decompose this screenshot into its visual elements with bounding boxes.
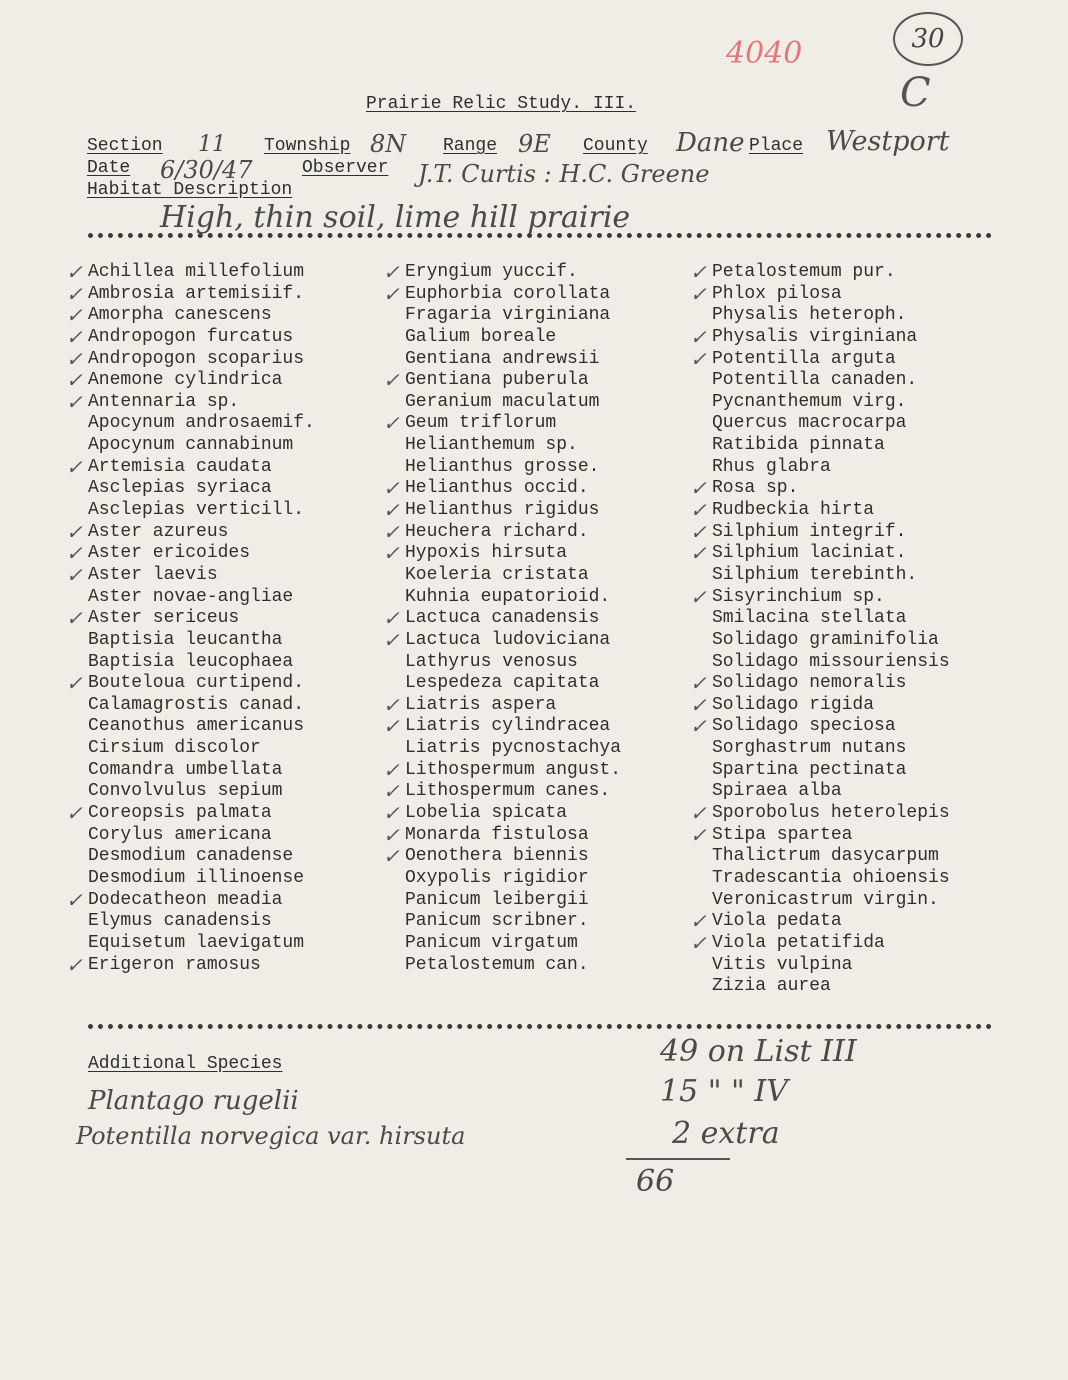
species-row bbox=[66, 801, 315, 826]
species-name: Silphium terebinth. bbox=[712, 564, 918, 585]
species-name: Fragaria virginiana bbox=[405, 305, 611, 326]
species-name: Asclepias syriaca bbox=[88, 478, 272, 499]
species-name: Andropogon furcatus bbox=[88, 326, 294, 347]
check-mark-icon: ✓ bbox=[690, 260, 707, 284]
species-row bbox=[66, 887, 315, 912]
species-name: Asclepias verticill. bbox=[88, 500, 305, 521]
species-row bbox=[389, 457, 621, 479]
species-name: Helianthus occid. bbox=[405, 478, 589, 499]
check-mark-icon: ✓ bbox=[383, 822, 400, 847]
species-name: Convolvulus sepium bbox=[88, 781, 283, 802]
check-mark-icon: ✓ bbox=[66, 952, 83, 977]
species-row bbox=[383, 606, 621, 631]
species-row bbox=[72, 587, 315, 609]
species-name: Lithospermum canes. bbox=[405, 781, 611, 802]
species-name: Andropogon scoparius bbox=[88, 348, 305, 369]
species-name: Ambrosia artemisiif. bbox=[88, 283, 305, 304]
species-name: Liatris aspera bbox=[405, 694, 557, 715]
species-name: Lespedeza capitata bbox=[405, 673, 600, 694]
check-mark-icon: ✓ bbox=[383, 519, 400, 544]
species-name: Desmodium canadense bbox=[88, 846, 294, 867]
species-name: Aster laevis bbox=[88, 564, 218, 585]
species-row bbox=[389, 652, 621, 674]
species-row bbox=[66, 324, 315, 349]
species-column-1 bbox=[66, 260, 315, 977]
additional-species-item: Plantago rugelii bbox=[88, 1086, 299, 1116]
species-name: Solidago rigida bbox=[712, 694, 875, 715]
species-row bbox=[66, 303, 315, 328]
species-name: Potentilla arguta bbox=[712, 348, 896, 369]
species-name: Rhus glabra bbox=[712, 456, 831, 477]
check-mark-icon: ✓ bbox=[66, 801, 83, 826]
species-row bbox=[383, 822, 621, 847]
species-row bbox=[383, 714, 621, 739]
species-row bbox=[389, 305, 621, 327]
check-mark-icon: ✓ bbox=[383, 757, 400, 782]
species-name: Spiraea alba bbox=[712, 781, 842, 802]
handwritten-letter: C bbox=[900, 70, 931, 116]
species-row bbox=[72, 868, 315, 890]
check-mark-icon: ✓ bbox=[383, 411, 400, 436]
species-name: Panicum virgatum bbox=[405, 932, 578, 953]
tally-list-iii: 49 on List III bbox=[660, 1034, 857, 1069]
check-mark-icon: ✓ bbox=[383, 692, 400, 717]
check-mark-icon: ✓ bbox=[690, 714, 707, 739]
species-row bbox=[696, 760, 950, 782]
species-name: Elymus canadensis bbox=[88, 911, 272, 932]
species-name: Physalis heteroph. bbox=[712, 305, 907, 326]
species-row bbox=[690, 519, 950, 544]
check-mark-icon: ✓ bbox=[66, 519, 83, 544]
species-name: Panicum scribner. bbox=[405, 911, 589, 932]
species-row bbox=[72, 500, 315, 522]
species-row bbox=[383, 779, 621, 804]
species-row bbox=[66, 389, 315, 414]
species-row bbox=[389, 955, 621, 977]
species-name: Phlox pilosa bbox=[712, 283, 842, 304]
county-label: County bbox=[583, 136, 648, 156]
species-name: Lithospermum angust. bbox=[405, 759, 622, 780]
check-mark-icon: ✓ bbox=[690, 801, 707, 826]
species-name: Erigeron ramosus bbox=[88, 954, 261, 975]
tally-extra: 2 extra bbox=[672, 1116, 780, 1151]
species-row bbox=[696, 738, 950, 760]
species-name: Helianthemum sp. bbox=[405, 435, 578, 456]
species-row bbox=[66, 281, 315, 306]
species-name: Solidago graminifolia bbox=[712, 629, 939, 650]
species-row bbox=[690, 930, 950, 955]
place-label: Place bbox=[749, 136, 804, 156]
species-row bbox=[72, 435, 315, 457]
species-name: Kuhnia eupatorioid. bbox=[405, 586, 611, 607]
check-mark-icon: ✓ bbox=[66, 606, 83, 631]
species-row bbox=[690, 584, 950, 609]
check-mark-icon: ✓ bbox=[690, 671, 707, 696]
species-name: Lathyrus venosus bbox=[405, 651, 578, 672]
species-name: Coreopsis palmata bbox=[88, 803, 272, 824]
species-name: Zizia aurea bbox=[712, 976, 831, 997]
species-row bbox=[696, 955, 950, 977]
species-row bbox=[66, 454, 315, 479]
species-name: Tradescantia ohioensis bbox=[712, 867, 950, 888]
species-row bbox=[696, 846, 950, 868]
species-name: Solidago nemoralis bbox=[712, 673, 907, 694]
place-value: Westport bbox=[826, 126, 950, 157]
species-name: Oenothera biennis bbox=[405, 846, 589, 867]
species-row bbox=[389, 890, 621, 912]
species-row bbox=[389, 868, 621, 890]
check-mark-icon: ✓ bbox=[690, 822, 707, 847]
check-mark-icon: ✓ bbox=[66, 303, 83, 328]
species-name: Artemisia caudata bbox=[88, 456, 272, 477]
species-name: Sporobolus heterolepis bbox=[712, 803, 950, 824]
red-catalog-number: 4040 bbox=[726, 36, 803, 71]
species-row bbox=[72, 738, 315, 760]
species-name: Silphium integrif. bbox=[712, 521, 907, 542]
species-row bbox=[383, 757, 622, 782]
species-row bbox=[72, 911, 315, 933]
tally-list-iv: 15 " " IV bbox=[660, 1074, 788, 1109]
check-mark-icon: ✓ bbox=[690, 476, 707, 501]
species-name: Geranium maculatum bbox=[405, 391, 600, 412]
species-name: Ratibida pinnata bbox=[712, 435, 885, 456]
species-row bbox=[690, 476, 950, 501]
observer-value: J.T. Curtis : H.C. Greene bbox=[418, 160, 710, 188]
check-mark-icon: ✓ bbox=[66, 346, 83, 371]
species-row bbox=[696, 890, 950, 912]
species-row bbox=[696, 652, 950, 674]
species-name: Helianthus rigidus bbox=[405, 500, 600, 521]
species-row bbox=[696, 630, 950, 652]
species-name: Comandra umbellata bbox=[88, 759, 283, 780]
species-name: Desmodium illinoense bbox=[88, 867, 305, 888]
species-name: Vitis vulpina bbox=[712, 954, 853, 975]
additional-species-label: Additional Species bbox=[88, 1054, 283, 1074]
species-name: Sisyrinchium sp. bbox=[712, 586, 885, 607]
township-label: Township bbox=[264, 136, 351, 156]
species-name: Eryngium yuccif. bbox=[405, 262, 578, 282]
species-row bbox=[66, 346, 315, 371]
species-row bbox=[389, 933, 621, 955]
species-row bbox=[696, 781, 950, 803]
species-row bbox=[72, 413, 315, 435]
check-mark-icon: ✓ bbox=[66, 260, 83, 284]
species-name: Antennaria sp. bbox=[88, 391, 240, 412]
species-name: Spartina pectinata bbox=[712, 759, 907, 780]
species-row bbox=[72, 652, 315, 674]
section-value: 11 bbox=[198, 132, 226, 157]
species-name: Euphorbia corollata bbox=[405, 283, 611, 304]
check-mark-icon: ✓ bbox=[690, 519, 707, 544]
species-row bbox=[72, 630, 315, 652]
species-row bbox=[72, 716, 315, 738]
species-name: Liatris cylindracea bbox=[405, 716, 611, 737]
species-row bbox=[389, 327, 621, 349]
date-value: 6/30/47 bbox=[160, 156, 253, 184]
check-mark-icon: ✓ bbox=[690, 498, 707, 523]
species-row bbox=[690, 801, 950, 826]
species-name: Calamagrostis canad. bbox=[88, 694, 305, 715]
species-row bbox=[690, 324, 950, 349]
species-row bbox=[383, 519, 621, 544]
species-name: Gentiana andrewsii bbox=[405, 348, 600, 369]
species-row bbox=[696, 565, 950, 587]
species-row bbox=[690, 541, 950, 566]
check-mark-icon: ✓ bbox=[383, 260, 400, 284]
species-row bbox=[383, 541, 621, 566]
check-mark-icon: ✓ bbox=[383, 714, 400, 739]
habitat-value: High, thin soil, lime hill prairie bbox=[160, 200, 631, 235]
species-name: Amorpha canescens bbox=[88, 305, 272, 326]
species-row bbox=[690, 671, 950, 696]
species-name: Cirsium discolor bbox=[88, 738, 261, 759]
species-row bbox=[696, 370, 950, 392]
species-row bbox=[383, 844, 621, 869]
tally-total: 66 bbox=[636, 1164, 675, 1199]
species-row bbox=[696, 413, 950, 435]
check-mark-icon: ✓ bbox=[690, 346, 707, 371]
species-name: Baptisia leucantha bbox=[88, 629, 283, 650]
tally-sum-line bbox=[626, 1158, 730, 1160]
check-mark-icon: ✓ bbox=[66, 562, 83, 587]
species-name: Monarda fistulosa bbox=[405, 824, 589, 845]
species-column-3 bbox=[690, 260, 950, 998]
species-row bbox=[383, 411, 621, 436]
check-mark-icon: ✓ bbox=[66, 454, 83, 479]
species-row bbox=[389, 911, 621, 933]
species-name: Equisetum laevigatum bbox=[88, 932, 305, 953]
species-row bbox=[690, 498, 950, 523]
check-mark-icon: ✓ bbox=[383, 368, 400, 393]
habitat-label: Habitat Description bbox=[87, 180, 293, 200]
species-row bbox=[383, 281, 621, 306]
species-name: Panicum leibergii bbox=[405, 889, 589, 910]
species-column-2 bbox=[383, 260, 622, 976]
species-row bbox=[690, 714, 950, 739]
species-name: Thalictrum dasycarpum bbox=[712, 846, 939, 867]
species-row bbox=[690, 909, 950, 934]
check-mark-icon: ✓ bbox=[383, 801, 400, 826]
species-name: Dodecatheon meadia bbox=[88, 889, 283, 910]
species-row bbox=[66, 952, 315, 977]
species-name: Oxypolis rigidior bbox=[405, 867, 589, 888]
species-row bbox=[389, 565, 621, 587]
check-mark-icon: ✓ bbox=[383, 627, 400, 652]
species-name: Stipa spartea bbox=[712, 824, 853, 845]
section-label: Section bbox=[87, 136, 163, 156]
species-name: Anemone cylindrica bbox=[88, 370, 283, 391]
check-mark-icon: ✓ bbox=[66, 541, 83, 566]
species-name: Aster sericeus bbox=[88, 608, 240, 629]
species-name: Galium boreale bbox=[405, 326, 557, 347]
check-mark-icon: ✓ bbox=[383, 844, 400, 869]
species-row bbox=[690, 692, 950, 717]
species-row bbox=[690, 346, 950, 371]
species-name: Solidago missouriensis bbox=[712, 651, 950, 672]
species-row bbox=[72, 846, 315, 868]
check-mark-icon: ✓ bbox=[383, 498, 400, 523]
species-name: Veronicastrum virgin. bbox=[712, 889, 939, 910]
dotted-separator-top bbox=[88, 233, 992, 238]
species-row bbox=[389, 435, 621, 457]
species-name: Bouteloua curtipend. bbox=[88, 673, 305, 694]
species-row bbox=[383, 498, 621, 523]
additional-species-item: Potentilla norvegica var. hirsuta bbox=[76, 1122, 466, 1150]
check-mark-icon: ✓ bbox=[383, 779, 400, 804]
dotted-separator-bottom bbox=[88, 1024, 992, 1029]
species-row bbox=[696, 305, 950, 327]
species-row bbox=[66, 562, 315, 587]
check-mark-icon: ✓ bbox=[690, 692, 707, 717]
species-name: Baptisia leucophaea bbox=[88, 651, 294, 672]
species-row bbox=[389, 738, 621, 760]
check-mark-icon: ✓ bbox=[66, 368, 83, 393]
check-mark-icon: ✓ bbox=[690, 909, 707, 934]
species-name: Aster ericoides bbox=[88, 543, 251, 564]
species-name: Silphium laciniat. bbox=[712, 543, 907, 564]
species-row bbox=[66, 541, 315, 566]
check-mark-icon: ✓ bbox=[66, 389, 83, 414]
species-name: Sorghastrum nutans bbox=[712, 738, 907, 759]
species-name: Gentiana puberula bbox=[405, 370, 589, 391]
check-mark-icon: ✓ bbox=[383, 606, 400, 631]
species-row bbox=[389, 392, 621, 414]
species-name: Rosa sp. bbox=[712, 478, 799, 499]
species-name: Lobelia spicata bbox=[405, 803, 568, 824]
species-name: Achillea millefolium bbox=[88, 262, 305, 282]
species-row bbox=[383, 368, 621, 393]
range-label: Range bbox=[443, 136, 498, 156]
species-row bbox=[72, 933, 315, 955]
species-name: Lactuca ludoviciana bbox=[405, 629, 611, 650]
species-row bbox=[389, 587, 621, 609]
check-mark-icon: ✓ bbox=[66, 671, 83, 696]
species-name: Rudbeckia hirta bbox=[712, 500, 875, 521]
check-mark-icon: ✓ bbox=[66, 281, 83, 306]
circled-number-text: 30 bbox=[911, 24, 945, 54]
species-name: Lactuca canadensis bbox=[405, 608, 600, 629]
circled-number bbox=[893, 12, 963, 66]
species-name: Petalostemum can. bbox=[405, 954, 589, 975]
species-name: Aster novae-angliae bbox=[88, 586, 294, 607]
species-name: Petalostemum pur. bbox=[712, 262, 896, 282]
species-row bbox=[72, 781, 315, 803]
species-row bbox=[72, 695, 315, 717]
species-row bbox=[690, 822, 950, 847]
species-name: Ceanothus americanus bbox=[88, 716, 305, 737]
species-name: Viola pedata bbox=[712, 911, 842, 932]
check-mark-icon: ✓ bbox=[383, 541, 400, 566]
species-row bbox=[66, 606, 315, 631]
township-value: 8N bbox=[370, 130, 407, 158]
species-row bbox=[690, 260, 950, 284]
check-mark-icon: ✓ bbox=[690, 281, 707, 306]
species-name: Hypoxis hirsuta bbox=[405, 543, 568, 564]
species-row bbox=[383, 260, 621, 284]
check-mark-icon: ✓ bbox=[66, 887, 83, 912]
species-name: Liatris pycnostachya bbox=[405, 738, 622, 759]
species-row bbox=[383, 476, 621, 501]
species-name: Apocynum androsaemif. bbox=[88, 413, 315, 434]
check-mark-icon: ✓ bbox=[690, 541, 707, 566]
species-name: Helianthus grosse. bbox=[405, 456, 600, 477]
species-row bbox=[66, 671, 315, 696]
species-row bbox=[389, 673, 621, 695]
species-name: Quercus macrocarpa bbox=[712, 413, 907, 434]
range-value: 9E bbox=[518, 130, 551, 158]
species-name: Pycnanthemum virg. bbox=[712, 391, 907, 412]
check-mark-icon: ✓ bbox=[383, 281, 400, 306]
species-row bbox=[383, 801, 621, 826]
check-mark-icon: ✓ bbox=[690, 930, 707, 955]
county-value: Dane bbox=[676, 128, 745, 158]
observer-label: Observer bbox=[302, 158, 389, 178]
species-name: Apocynum cannabinum bbox=[88, 435, 294, 456]
species-row bbox=[66, 519, 315, 544]
check-mark-icon: ✓ bbox=[383, 476, 400, 501]
species-row bbox=[696, 976, 950, 998]
species-name: Geum triflorum bbox=[405, 413, 557, 434]
check-mark-icon: ✓ bbox=[690, 584, 707, 609]
species-row bbox=[389, 349, 621, 371]
species-row bbox=[72, 825, 315, 847]
species-name: Smilacina stellata bbox=[712, 608, 907, 629]
check-mark-icon: ✓ bbox=[690, 324, 707, 349]
species-row bbox=[696, 608, 950, 630]
page-title: Prairie Relic Study. III. bbox=[366, 94, 637, 114]
species-row bbox=[696, 435, 950, 457]
species-name: Physalis virginiana bbox=[712, 326, 918, 347]
species-name: Koeleria cristata bbox=[405, 564, 589, 585]
species-name: Potentilla canaden. bbox=[712, 370, 918, 391]
species-row bbox=[72, 478, 315, 500]
species-name: Viola petatifida bbox=[712, 932, 885, 953]
species-name: Corylus americana bbox=[88, 824, 272, 845]
species-row bbox=[696, 868, 950, 890]
check-mark-icon: ✓ bbox=[66, 324, 83, 349]
date-label: Date bbox=[87, 158, 131, 178]
species-row bbox=[383, 692, 621, 717]
species-row bbox=[66, 368, 315, 393]
species-name: Solidago speciosa bbox=[712, 716, 896, 737]
species-name: Heuchera richard. bbox=[405, 521, 589, 542]
species-row bbox=[690, 281, 950, 306]
species-row bbox=[696, 457, 950, 479]
species-row bbox=[72, 760, 315, 782]
species-row bbox=[66, 260, 315, 284]
species-row bbox=[696, 392, 950, 414]
species-row bbox=[383, 627, 621, 652]
species-name: Aster azureus bbox=[88, 521, 229, 542]
